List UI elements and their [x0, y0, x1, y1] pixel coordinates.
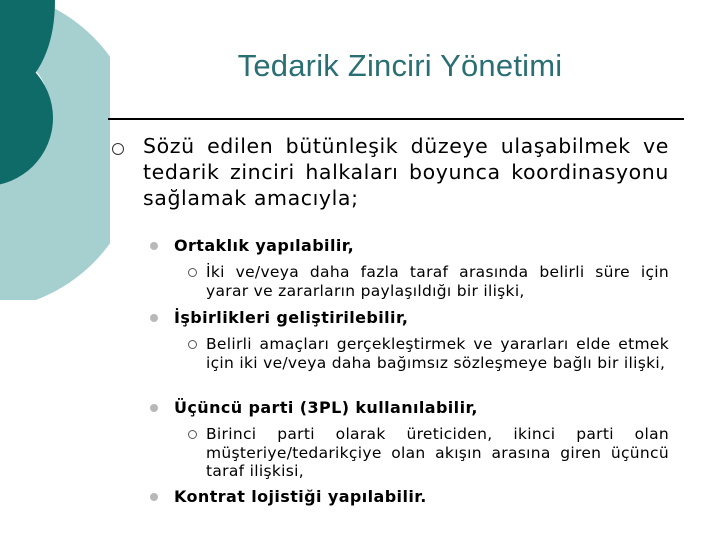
bullet-dot-icon	[150, 242, 158, 250]
title-divider	[108, 118, 684, 120]
list-item-description: Birinci parti olarak üreticiden, ikinci parti olan müşteriye/tedarikçiye olan akışın arasına giren üçüncü taraf ilişkisi,	[206, 425, 669, 480]
decorative-circles	[0, 0, 110, 300]
bullet-dot-icon	[150, 404, 158, 412]
main-bullet-icon	[112, 143, 124, 155]
bullet-dot-icon	[150, 493, 158, 501]
bullet-dot-icon	[150, 314, 158, 322]
page-title: Tedarik Zinciri Yönetimi	[237, 48, 563, 83]
sub-bullet-icon	[188, 268, 197, 277]
list-item-description: Belirli amaçları gerçekleştirmek ve yararları elde etmek için iki ve/veya daha bağımsız sözleşmeye bağlı bir ilişki,	[206, 335, 669, 372]
list-item-label: Kontrat lojistiği yapılabilir.	[174, 487, 427, 506]
main-paragraph: Sözü edilen bütünleşik düzeye ulaşabilmek ve tedarik zinciri halkaları boyunca koordinasyonu sağlamak amacıyla;	[143, 134, 669, 210]
list-item-label: İşbirlikleri geliştirilebilir,	[174, 308, 409, 327]
list-item-label: Ortaklık yapılabilir,	[174, 236, 355, 255]
list-item-description: İki ve/veya daha fazla taraf arasında belirli süre için yarar ve zararların paylaşıldığı bir ilişki,	[206, 263, 669, 300]
sub-bullet-icon	[188, 340, 197, 349]
sub-bullet-icon	[188, 430, 197, 439]
list-item-label: Üçüncü parti (3PL) kullanılabilir,	[174, 398, 478, 417]
